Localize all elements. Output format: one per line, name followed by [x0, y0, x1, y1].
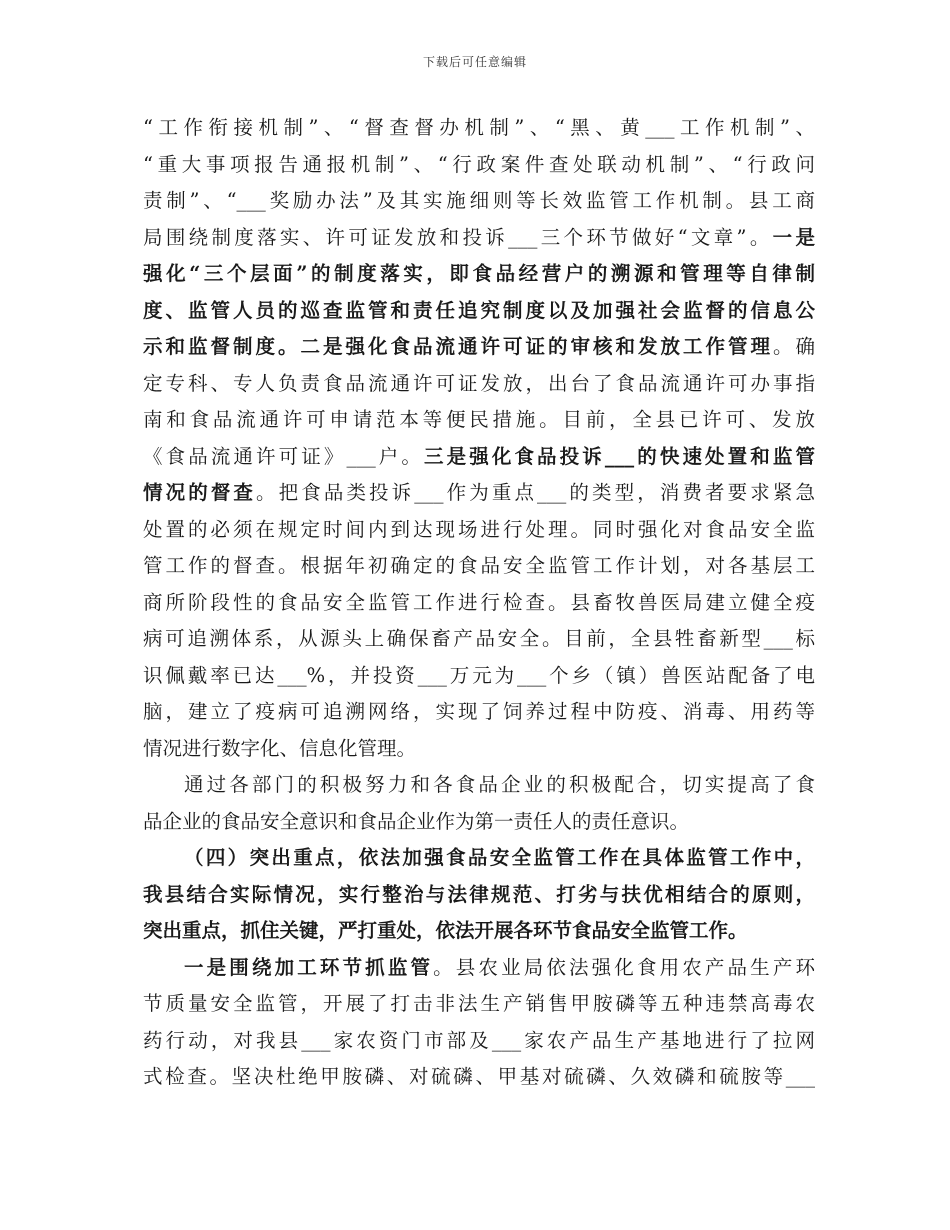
paragraph-line [143, 840, 815, 877]
paragraph-line [143, 439, 815, 476]
paragraph-line [143, 293, 815, 330]
paragraph-line [143, 694, 815, 731]
bold-text-run: 一是围绕加工环节抓监管 [184, 955, 434, 979]
text-run: 局围绕制度落实、许可证发放和投诉___三个环节做好“文章”。 [143, 225, 773, 249]
paragraph-line [143, 1059, 815, 1096]
text-run: 识佩戴率已达___%，并投资___万元为___个乡（镇）兽医站配备了电 [143, 663, 815, 687]
paragraph-line [143, 256, 815, 293]
text-run: 脑，建立了疫病可追溯网络，实现了饲养过程中防疫、消毒、用药等 [143, 700, 815, 723]
document-body [143, 110, 815, 1096]
text-run: 情况进行数字化、信息化管理。 [143, 736, 417, 760]
paragraph-line [143, 658, 815, 695]
text-run: 式检查。坚决杜绝甲胺磷、对硫磷、甲基对硫磷、久效磷和硫胺等___ [143, 1065, 815, 1088]
bold-text-run: 强化“三个层面”的制度落实，即食品经营户的溯源和管理等自律制 [143, 262, 815, 285]
paragraph-line [143, 767, 815, 804]
text-run: 南和食品流通许可申请范本等便民措施。目前，全县已许可、发放 [143, 408, 815, 431]
paragraph-line [143, 183, 815, 220]
paragraph-line [143, 913, 815, 950]
paragraph-line [143, 147, 815, 184]
text-run: 管工作的督查。根据年初确定的食品安全监管工作计划，对各基层工 [143, 554, 815, 577]
paragraph-line [143, 512, 815, 549]
text-run: 病可追溯体系，从源头上确保畜产品安全。目前，全县牲畜新型___标 [143, 627, 815, 650]
paragraph-line [143, 220, 815, 257]
text-run: “工作衔接机制”、“督查督办机制”、“黑、黄___工作机制”、 [143, 116, 815, 139]
text-run: 品企业的食品安全意识和食品企业作为第一责任人的责任意识。 [143, 809, 690, 833]
text-run: 。确 [772, 335, 815, 358]
text-run: 节质量安全监管，开展了打击非法生产销售甲胺磷等五种违禁高毒农 [143, 992, 815, 1015]
text-run: 商所阶段性的食品安全监管工作进行检查。县畜牧兽医局建立健全疫 [143, 590, 815, 614]
paragraph-line [143, 402, 815, 439]
paragraph-line [143, 475, 815, 512]
paragraph-line [143, 877, 815, 914]
bold-text-run: 三是强化食品投诉___的快速处置和监管 [424, 444, 815, 468]
text-run: 药行动，对我县___家农资门市部及___家农产品生产基地进行了拉网 [143, 1028, 815, 1052]
paragraph-line [143, 950, 815, 987]
paragraph-line [143, 621, 815, 658]
paragraph-line [143, 366, 815, 403]
bold-text-run: 突出重点，抓住关键，严打重处，依法开展各环节食品安全监管工作。 [143, 919, 748, 942]
text-run: 责制”、“___奖励办法”及其实施细则等长效监管工作机制。县工商 [143, 189, 815, 212]
bold-text-run: 情况的督查 [143, 481, 257, 504]
text-run: 定专科、专人负责食品流通许可证发放，出台了食品流通许可办事指 [143, 371, 815, 395]
bold-text-run: 度、监管人员的巡查监管和责任追究制度以及加强社会监督的信息公 [143, 298, 815, 322]
bold-text-run: 一是 [772, 225, 815, 249]
text-run: “重大事项报告通报机制”、“行政案件查处联动机制”、“行政问 [143, 152, 815, 176]
paragraph-line [143, 548, 815, 585]
bold-text-run: 我县结合实际情况，实行整治与法律规范、打劣与扶优相结合的原则， [143, 882, 815, 906]
text-run: 。县农业局依法强化食用农产品生产环 [433, 955, 815, 979]
paragraph-line [143, 1023, 815, 1060]
paragraph-line [143, 986, 815, 1023]
text-run: 《食品流通许可证》___户。 [143, 444, 425, 468]
page-header: 下载后可任意编辑 [422, 55, 527, 69]
text-run: 。把食品类投诉___作为重点___的类型，消费者要求紧急 [256, 481, 815, 504]
text-run: 处置的必须在规定时间内到达现场进行处理。同时强化对食品安全监 [143, 517, 815, 541]
paragraph-line [143, 329, 815, 366]
paragraph-line [143, 804, 815, 841]
bold-text-run: 示和监督制度。二是强化食品流通许可证的审核和发放工作管理 [143, 335, 773, 358]
text-run: 通过各部门的积极努力和各食品企业的积极配合，切实提高了食 [184, 773, 815, 796]
bold-text-run: （四）突出重点，依法加强食品安全监管工作在具体监管工作中， [184, 846, 815, 869]
paragraph-line [143, 731, 815, 768]
paragraph-line [143, 585, 815, 622]
paragraph-line [143, 110, 815, 147]
